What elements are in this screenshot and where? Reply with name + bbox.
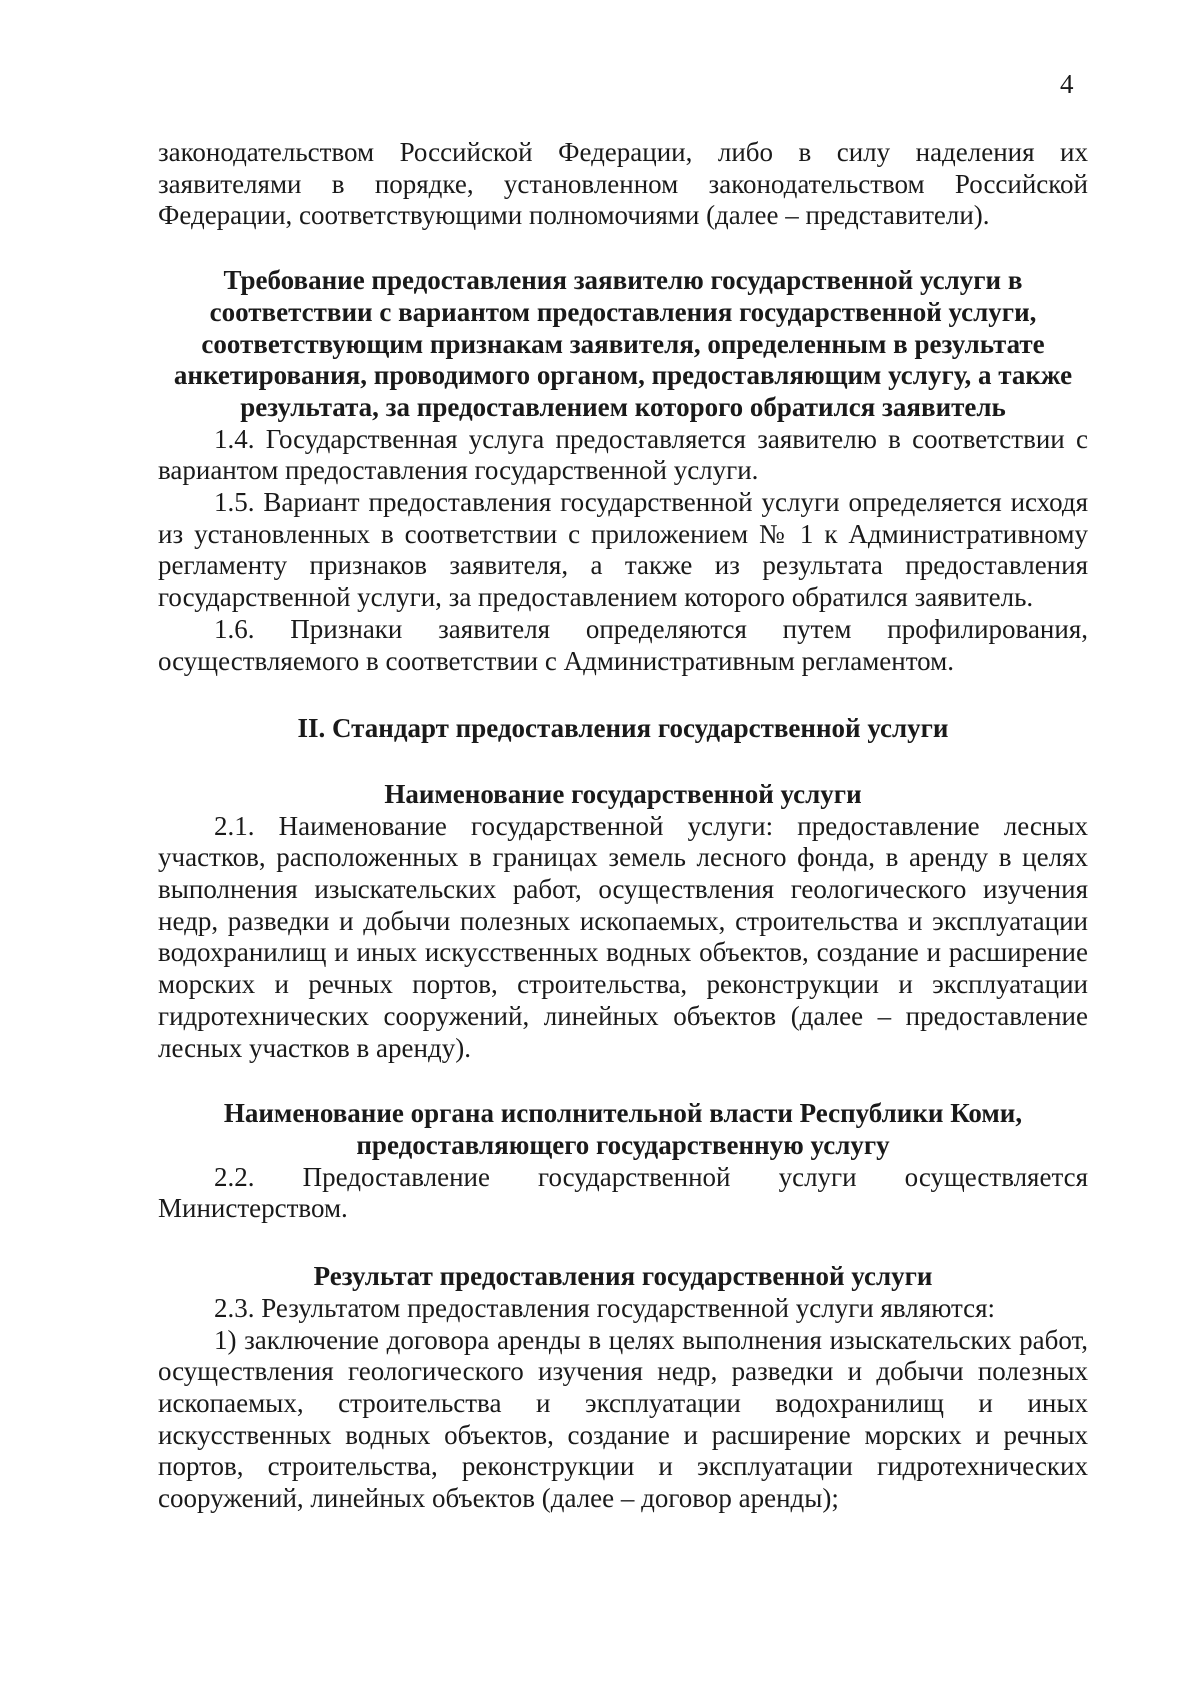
heading-result: Результат предоставления государственной услуги xyxy=(313,1261,933,1292)
paragraph-2-3-item-1: 1) заключение договора аренды в целях выполнения изыскательских работ, осуществления геологического изучения недр, разведки и добычи полезных ископаемых, строительства и эксплуатации водохранилищ и иных искусственных водных объектов, создание и расширение морских и речных портов, строительства, реконструкции и эксплуатации гидротехнических сооружений, линейных объектов (далее – договор аренды); xyxy=(158,1324,1088,1514)
paragraph-2-3: 2.3. Результатом предоставления государственной услуги являются: xyxy=(214,1292,996,1323)
heading-requirement: Требование предоставления заявителю государственной услуги в соответствии с вариантом предоставления государственной услуги, соответствующим признакам заявителя, определенным в результате анкетирования, проводимого органом, предоставляющим услугу, а также результата, за предоставлением которого обратился заявитель xyxy=(173,265,1073,422)
paragraph-1-6: 1.6. Признаки заявителя определяются путем профилирования, осуществляемого в соответствии с Административным регламентом. xyxy=(158,613,1088,676)
paragraph-1-4: 1.4. Государственная услуга предоставляется заявителю в соответствии с вариантом предоставления государственной услуги. xyxy=(158,423,1088,486)
document-body xyxy=(158,137,1088,1515)
heading-service-name: Наименование государственной услуги xyxy=(384,778,862,809)
page-number: 4 xyxy=(1060,69,1074,99)
heading-authority: Наименование органа исполнительной власти Республики Коми, предоставляющего государственную услугу xyxy=(223,1098,1023,1160)
paragraph-continuation: законодательством Российской Федерации, либо в силу наделения их заявителями в порядке, установленном законодательством Российской Федерации, соответствующими полномочиями (далее – представители). xyxy=(158,137,1088,231)
heading-section-2: II. Стандарт предоставления государственной услуги xyxy=(297,713,949,744)
paragraph-2-2: 2.2. Предоставление государственной услуги осуществляется Министерством. xyxy=(158,1161,1088,1224)
paragraph-2-1: 2.1. Наименование государственной услуги: предоставление лесных участков, расположенных в границах земель лесного фонда, в аренду в целях выполнения изыскательских работ, осуществления геологического изучения недр, разведки и добычи полезных ископаемых, строительства и эксплуатации водохранилищ и иных искусственных водных объектов, создание и расширение морских и речных портов, строительства, реконструкции и эксплуатации гидротехнических сооружений, линейных объектов (далее – предоставление лесных участков в аренду). xyxy=(158,810,1088,1063)
paragraph-1-5: 1.5. Вариант предоставления государственной услуги определяется исходя из установленных в соответствии с приложением № 1 к Административному регламенту признаков заявителя, а также из результата предоставления государственной услуги, за предоставлением которого обратился заявитель. xyxy=(158,487,1088,613)
